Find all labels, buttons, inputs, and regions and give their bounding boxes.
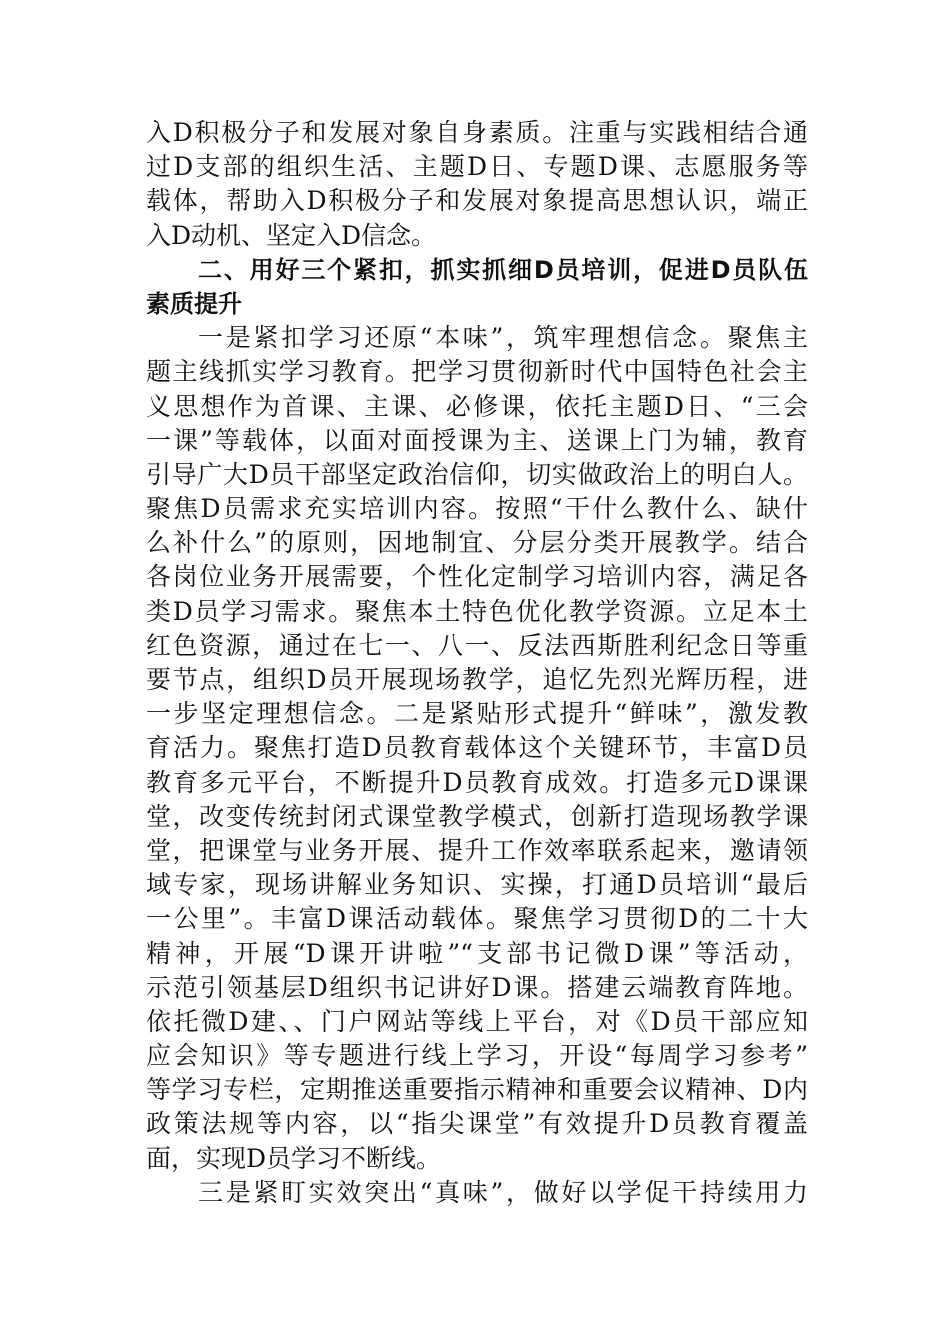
paragraph-3 (146, 1176, 808, 1210)
text-line: 一步坚定理想信念。二是紧贴形式提升“鲜味”，激发教 (146, 699, 808, 729)
text-line: 聚焦D员需求充实培训内容。按照“干什么教什么、缺什 (146, 494, 808, 524)
document-page (146, 116, 808, 1210)
text-line: 应会知识》等专题进行线上学习，开设“每周学习参考” (146, 1041, 808, 1071)
section-heading (146, 253, 808, 321)
text-line: 政策法规等内容，以“指尖课堂”有效提升D员教育覆盖 (146, 1109, 808, 1139)
text-line: 么补什么”的原则，因地制宜、分层分类开展教学。结合 (146, 528, 808, 558)
text-line: 域专家，现场讲解业务知识、实操，打通D员培训“最后 (146, 870, 808, 900)
text-line: 等学习专栏，定期推送重要指示精神和重要会议精神、D内 (146, 1075, 808, 1105)
text-line: 各岗位业务开展需要，个性化定制学习培训内容，满足各 (146, 562, 808, 592)
text-line: 红色资源，通过在七一、八一、反法西斯胜利纪念日等重 (146, 630, 808, 660)
text-line: 类D员学习需求。聚焦本土特色优化教学资源。立足本土 (146, 596, 808, 626)
heading-line: 二、用好三个紧扣，抓实抓细D员培训，促进D员队伍 (198, 255, 808, 284)
text-line: 引导广大D员干部坚定政治信仰，切实做政治上的明白人。 (146, 459, 808, 489)
text-line: 过D支部的组织生活、主题D日、专题D课、志愿服务等 (146, 152, 808, 182)
text-line: 题主线抓实学习教育。把学习贯彻新时代中国特色社会主 (146, 357, 808, 387)
text-line: 一公里”。丰富D课活动载体。聚焦学习贯彻D的二十大 (146, 904, 808, 934)
text-line: 依托微D建、、门户网站等线上平台，对《D员干部应知 (146, 1006, 808, 1036)
text-line: 堂，改变传统封闭式课堂教学模式，创新打造现场教学课 (146, 801, 808, 831)
text-line: 载体，帮助入D积极分子和发展对象提高思想认识，端正 (146, 186, 808, 216)
heading-line: 素质提升 (146, 289, 242, 318)
paragraph-1 (146, 116, 808, 253)
text-line: 堂，把课堂与业务开展、提升工作效率联系起来，邀请领 (146, 835, 808, 865)
text-line: 精神，开展“D课开讲啦”“支部书记微D课”等活动， (146, 938, 808, 968)
text-line: 一课”等载体，以面对面授课为主、送课上门为辅，教育 (146, 425, 808, 455)
text-line: 面，实现D员学习不断线。 (146, 1143, 442, 1173)
text-line: 三是紧盯实效突出“真味”，做好以学促干持续用力 (198, 1177, 808, 1207)
text-line: 要节点，组织D员开展现场教学，追忆先烈光辉历程，进 (146, 665, 808, 694)
text-line: 育活力。聚焦打造D员教育载体这个关键环节，丰富D员 (146, 733, 808, 763)
paragraph-2 (146, 321, 808, 1176)
text-line: 教育多元平台，不断提升D员教育成效。打造多元D课课 (146, 767, 808, 797)
text-line: 一是紧扣学习还原“本味”，筑牢理想信念。聚焦主 (198, 323, 808, 353)
text-line: 入D动机、坚定入D信念。 (146, 220, 437, 250)
text-line: 义思想作为首课、主课、必修课，依托主题D日、“三会 (146, 391, 808, 421)
text-line: 入D积极分子和发展对象自身素质。注重与实践相结合通 (146, 118, 808, 147)
text-line: 示范引领基层D组织书记讲好D课。搭建云端教育阵地。 (146, 972, 808, 1002)
